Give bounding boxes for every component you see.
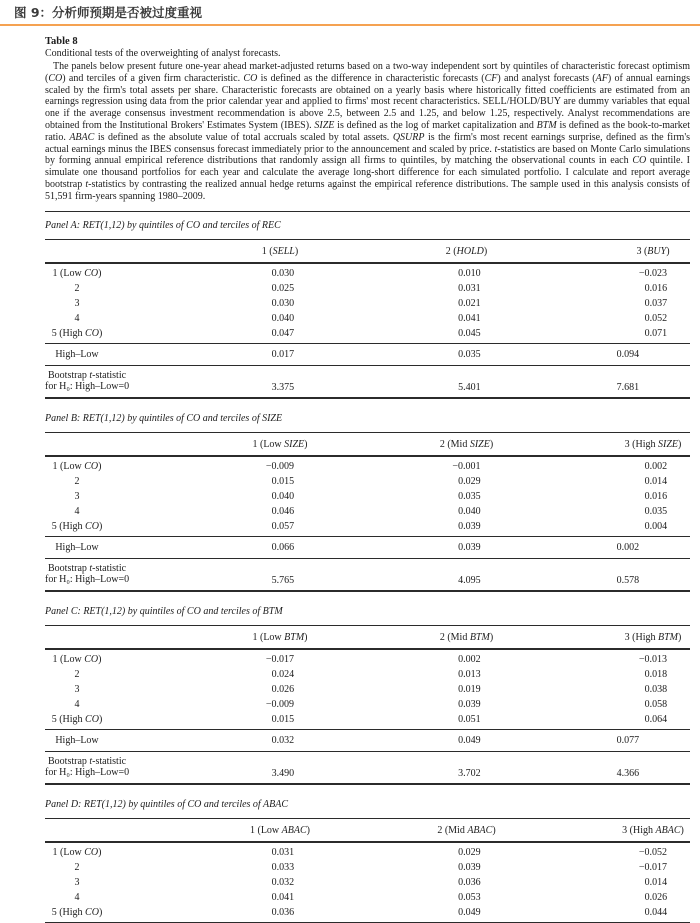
value-cell: 0.049 [373,905,560,923]
high-low-value: 0.094 [560,343,690,365]
panel-a-table [45,239,690,399]
value-cell: −0.009 [265,698,295,710]
bootstrap-value: 3.490 [187,751,373,784]
column-header: 2 (Mid BTM) [373,625,560,649]
data-row [45,311,690,326]
value-cell: 0.030 [271,297,295,309]
panel-a-title: Panel A: RET(1,12) by quintiles of CO and terciles of REC [45,219,281,231]
value-cell: 0.036 [187,905,373,923]
panel-c-title: Panel C: RET(1,12) by quintiles of CO and terciles of BTM [45,605,283,617]
bootstrap-row [45,751,690,784]
description-rule [45,211,690,212]
column-header: 1 (Low SIZE) [187,432,373,456]
value-cell: 0.002 [644,460,668,472]
value-cell: 0.041 [458,312,481,324]
row-label: 2 [74,475,80,487]
column-header: 3 (High BTM) [560,625,690,649]
value-cell: 0.030 [271,267,295,279]
bootstrap-row [45,558,690,591]
bootstrap-value: 0.578 [560,558,690,591]
value-cell: 0.029 [458,475,481,487]
high-low-label: High–Low [45,729,187,751]
value-cell: 0.024 [271,668,295,680]
value-cell: −0.017 [265,653,295,665]
high-low-value: 0.066 [187,536,373,558]
value-cell: 0.039 [458,861,481,873]
table-description: The panels below present future one-year ahead market-adjusted returns based on a two-way independent sort by quintiles of characteristic forecast optimism (CO) and terciles of a given firm characteristic. CO is defined as the difference in characteristic forecasts (CF) and analyst forecasts (AF) of annual earnings scaled by the firm's total assets per share. Characteristic forecasts are obtained on a yearly basis where historically fitted coefficients are estimated from an earnings regression using data from the prior calendar year and applied to firms' most recent characteristics. SELL/HOLD/BUY are dummy variables that equal one if the average consensus investment recommendation is above 2.5, between 2.5 and 1.25, and below 1.25, respectively. Analyst recommendations are obtained from the Institutional Brokers' Estimates System (IBES). SIZE is defined as the log of market capitalization and BTM is defined as the book-to-market ratio. ABAC is defined as the absolute value of total accruals scaled by total assets. QSURP is the firm's most recent earnings surprise, defined as the firm's actual earnings minus the IBES consensus forecast immediately prior to the announcement and scaled by price. t-statistics are based on Monte Carlo simulations by forming annual empirical reference distributions that randomly assign all firms to quintiles, by matching the observational counts in each CO quintile. I simulate one thousand portfolios for each year and calculate the average long-short difference for each simulated portfolio. I calculate and report average bootstrap t-statistics by contrasting the realized annual hedge returns against the empirical reference distributions. The sample used in this analysis consists of 51,591 firm-years spanning 1980–2009. [45,61,691,202]
bootstrap-label: Bootstrap t-statistic for H₀: High–Low=0 [45,558,187,591]
data-row [45,281,690,296]
value-cell: 0.053 [458,891,481,903]
data-row [45,875,690,890]
bootstrap-value: 3.702 [373,751,560,784]
high-low-value: 0.049 [373,729,560,751]
header-row [45,625,690,649]
bootstrap-value: 5.765 [187,558,373,591]
value-cell: −0.001 [452,460,481,472]
column-header: 1 (Low BTM) [187,625,373,649]
data-row [45,474,690,489]
row-label: 2 [74,282,80,294]
value-cell: 0.002 [458,653,481,665]
value-cell: 0.045 [373,326,560,344]
row-label: 5 (High CO) [45,712,187,730]
row-label: 5 (High CO) [45,905,187,923]
value-cell: 0.025 [271,282,295,294]
table-label: Table 8 [45,36,78,47]
row-label-header [45,239,187,263]
column-header: 1 (SELL) [187,239,373,263]
value-cell: 0.046 [271,505,295,517]
column-header: 3 (High SIZE) [560,432,690,456]
value-cell: 0.071 [560,326,690,344]
value-cell: 0.026 [271,683,295,695]
value-cell: −0.052 [638,846,668,858]
row-label: 2 [74,861,80,873]
row-label: 3 [74,876,80,888]
panel-b [45,413,690,592]
value-cell: 0.040 [458,505,481,517]
value-cell: 0.016 [644,490,668,502]
data-row [45,519,690,537]
row-label: 3 [74,683,80,695]
data-row [45,682,690,697]
value-cell: 0.039 [458,698,481,710]
value-cell: 0.033 [271,861,295,873]
value-cell: 0.037 [644,297,668,309]
row-label: 2 [74,668,80,680]
high-low-row [45,729,690,751]
value-cell: −0.009 [265,460,295,472]
table-caption: Conditional tests of the overweighting of analyst forecasts. [45,48,281,59]
high-low-label: High–Low [45,343,187,365]
row-label: 1 (Low CO) [52,267,102,279]
value-cell: 0.018 [644,668,668,680]
data-row [45,890,690,905]
value-cell: 0.013 [458,668,481,680]
row-label: 1 (Low CO) [52,460,102,472]
value-cell: 0.040 [271,312,295,324]
value-cell: 0.057 [187,519,373,537]
value-cell: 0.047 [187,326,373,344]
data-row [45,649,690,667]
data-row [45,326,690,344]
value-cell: 0.064 [560,712,690,730]
column-header: 2 (Mid SIZE) [373,432,560,456]
value-cell: 0.010 [458,267,481,279]
panel-d-table [45,818,690,923]
high-low-row [45,536,690,558]
high-low-value: 0.017 [187,343,373,365]
value-cell: 0.035 [458,490,481,502]
bootstrap-value: 4.366 [560,751,690,784]
data-row [45,456,690,474]
high-low-label: High–Low [45,536,187,558]
value-cell: 0.026 [644,891,668,903]
header-row [45,432,690,456]
bootstrap-value: 3.375 [187,365,373,398]
value-cell: 0.051 [373,712,560,730]
value-cell: 0.058 [644,698,668,710]
row-label: 3 [74,297,80,309]
panels-container [45,220,690,923]
row-label: 4 [74,505,80,517]
column-header: 1 (Low ABAC) [187,818,373,842]
high-low-value: 0.032 [187,729,373,751]
row-label: 4 [74,312,80,324]
data-row [45,263,690,281]
value-cell: 0.044 [560,905,690,923]
data-row [45,667,690,682]
value-cell: 0.014 [644,475,668,487]
panel-c [45,606,690,785]
panel-b-title: Panel B: RET(1,12) by quintiles of CO and terciles of SIZE [45,412,283,424]
value-cell: 0.029 [458,846,481,858]
value-cell: 0.031 [271,846,295,858]
value-cell: 0.039 [373,519,560,537]
row-label: 3 [74,490,80,502]
value-cell: 0.014 [644,876,668,888]
data-row [45,712,690,730]
report-header [0,0,700,20]
data-row [45,842,690,860]
value-cell: 0.015 [187,712,373,730]
value-cell: 0.032 [271,876,295,888]
panel-b-table [45,432,690,592]
column-header: 2 (HOLD) [373,239,560,263]
row-label: 5 (High CO) [45,326,187,344]
row-label: 4 [74,698,80,710]
value-cell: 0.040 [271,490,295,502]
value-cell: 0.021 [458,297,481,309]
bootstrap-value: 5.401 [373,365,560,398]
high-low-value: 0.002 [560,536,690,558]
value-cell: 0.004 [560,519,690,537]
header-row [45,818,690,842]
value-cell: 0.036 [458,876,481,888]
value-cell: 0.052 [644,312,668,324]
bootstrap-value: 7.681 [560,365,690,398]
high-low-value: 0.035 [373,343,560,365]
figure-rule [0,24,700,26]
data-row [45,860,690,875]
data-row [45,296,690,311]
column-header: 3 (High ABAC) [560,818,690,842]
value-cell: −0.017 [638,861,668,873]
header-row [45,239,690,263]
bootstrap-value: 4.095 [373,558,560,591]
row-label: 5 (High CO) [45,519,187,537]
bootstrap-label: Bootstrap t-statistic for H₀: High–Low=0 [45,751,187,784]
data-row [45,697,690,712]
high-low-row [45,343,690,365]
panel-d [45,799,690,923]
value-cell: 0.016 [644,282,668,294]
value-cell: 0.035 [644,505,668,517]
bootstrap-label: Bootstrap t-statistic for H₀: High–Low=0 [45,365,187,398]
figure-title: 图 9：分析师预期是否被过度重视 [14,5,203,20]
column-header: 3 (BUY) [560,239,690,263]
value-cell: −0.023 [638,267,668,279]
panel-a [45,220,690,399]
row-label-header [45,625,187,649]
panel-c-table [45,625,690,785]
row-label: 1 (Low CO) [52,846,102,858]
value-cell: −0.013 [638,653,668,665]
value-cell: 0.031 [458,282,481,294]
value-cell: 0.019 [458,683,481,695]
row-label-header [45,818,187,842]
high-low-value: 0.039 [373,536,560,558]
value-cell: 0.015 [271,475,295,487]
value-cell: 0.038 [644,683,668,695]
column-header: 2 (Mid ABAC) [373,818,560,842]
value-cell: 0.041 [271,891,295,903]
paper-content [45,35,690,923]
data-row [45,504,690,519]
data-row [45,489,690,504]
panel-d-title: Panel D: RET(1,12) by quintiles of CO and terciles of ABAC [45,798,289,810]
bootstrap-row [45,365,690,398]
row-label: 4 [74,891,80,903]
high-low-value: 0.077 [560,729,690,751]
data-row [45,905,690,923]
row-label: 1 (Low CO) [52,653,102,665]
row-label-header [45,432,187,456]
